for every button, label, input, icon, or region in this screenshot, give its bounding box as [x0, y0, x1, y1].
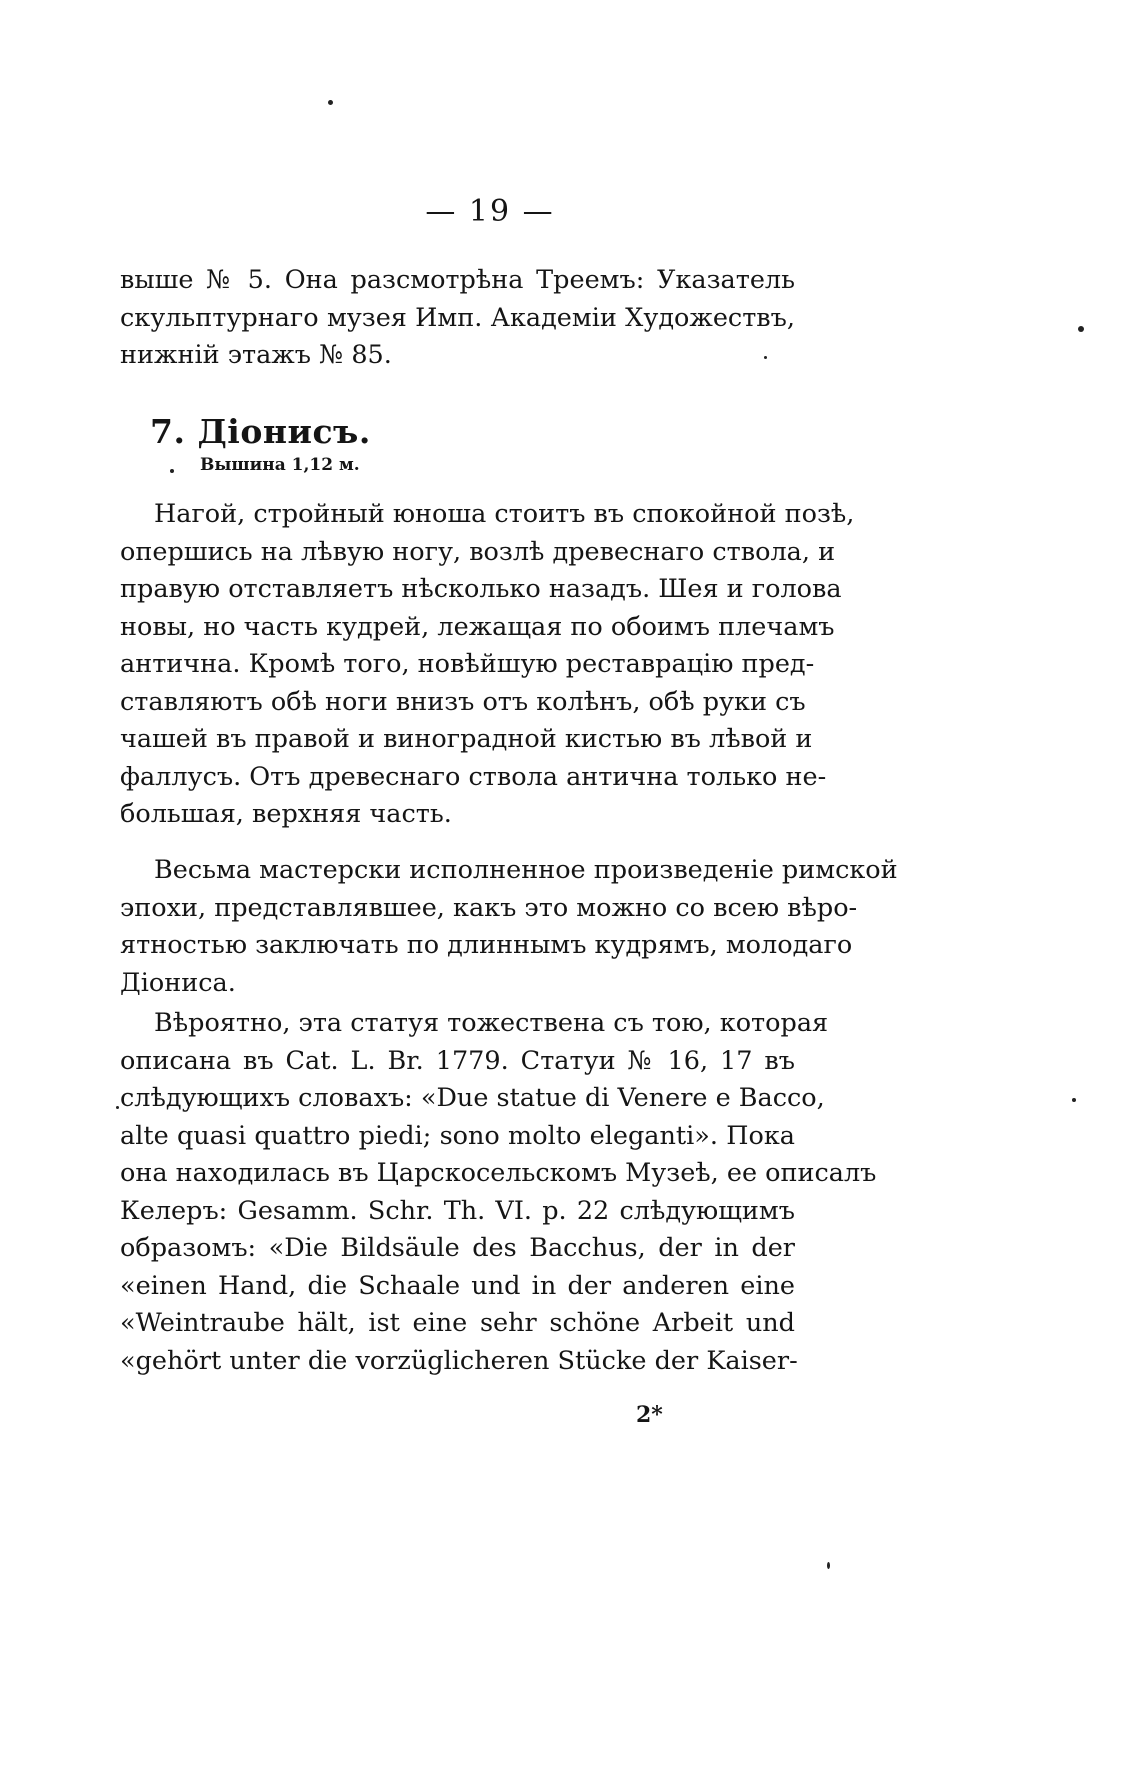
signature-mark: 2* [636, 1402, 663, 1428]
text-line: новы, но часть кудрей, лежащая по обоимъ плечамъ [120, 611, 835, 642]
text-line: нижній этажъ № 85. [120, 340, 392, 370]
text-line: Діониса. [120, 967, 236, 998]
text-line: опершись на лѣвую ногу, возлѣ древеснаго ствола, и [120, 536, 836, 567]
section-title: 7. Діонисъ. [150, 412, 371, 451]
text-line: скульптурнаго музея Имп. Академіи Художествъ, [120, 302, 795, 333]
text-line: выше № 5. Она разсмотрѣна Треемъ: Указатель [120, 265, 795, 295]
scan-speck [116, 1106, 119, 1109]
text-line: антична. Кромѣ того, новѣйшую реставрацію пред- [120, 649, 815, 679]
text-line: эпохи, представлявшее, какъ это можно со всею вѣро- [120, 892, 858, 923]
text-line: образомъ: «Die Bildsäule des Bacchus, der in der [120, 1233, 795, 1263]
text-line: она находилась въ Царскосельскомъ Музеѣ, ее описалъ [120, 1158, 877, 1188]
section-subtitle: Вышина 1,12 м. [200, 455, 360, 475]
paragraph-attribution [120, 852, 898, 1002]
text-line: описана въ Cat. L. Br. 1779. Статуи № 16, 17 въ [120, 1045, 795, 1076]
scan-speck [170, 469, 174, 473]
text-line: ставляютъ обѣ ноги внизъ отъ колѣнъ, обѣ руки съ [120, 686, 806, 717]
continuation-paragraph [120, 262, 795, 375]
text-line: Келеръ: Gesamm. Schr. Th. VI. p. 22 слѣдующимъ [120, 1195, 795, 1226]
text-line: «Weintraube hält, ist eine sehr schöne Arbeit und [120, 1308, 795, 1338]
text-line: фаллусъ. Отъ древеснаго ствола антична только не- [120, 761, 827, 792]
text-line: Вѣроятно, эта статуя тожествена съ тою, которая [154, 1008, 829, 1038]
paragraph-provenance [120, 1005, 877, 1380]
scan-speck [764, 356, 767, 359]
scan-speck [1072, 1098, 1076, 1102]
text-line: правую отставляетъ нѣсколько назадъ. Шея и голова [120, 574, 842, 604]
page-number: — 19 — [425, 194, 555, 229]
scan-speck [827, 1562, 830, 1569]
paragraph-description [120, 496, 855, 834]
text-line: слѣдующихъ словахъ: «Due statue di Venere e Bacco, [120, 1083, 825, 1113]
text-line: Нагой, стройный юноша стоитъ въ спокойной позѣ, [154, 499, 855, 529]
text-line: «gehört unter die vorzüglicheren Stücke der Kaiser- [120, 1345, 798, 1376]
text-line: alte quasi quattro piedi; sono molto eleganti». Пока [120, 1120, 795, 1151]
text-line: большая, верхняя часть. [120, 799, 452, 829]
text-line: «einen Hand, die Schaale und in der anderen eine [120, 1270, 795, 1301]
scan-speck [328, 100, 333, 105]
text-line: ятностью заключать по длиннымъ кудрямъ, молодаго [120, 930, 853, 960]
scan-speck [1078, 326, 1084, 332]
text-line: чашей въ правой и виноградной кистью въ лѣвой и [120, 724, 813, 754]
text-line: Весьма мастерски исполненное произведеніе римской [154, 855, 898, 885]
